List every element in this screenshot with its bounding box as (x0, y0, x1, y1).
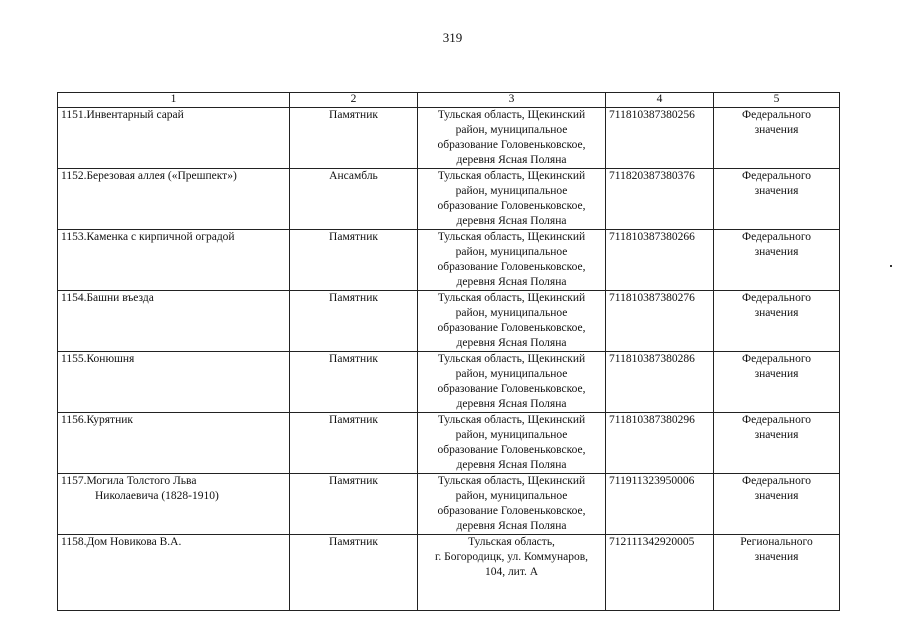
address-cell-line: район, муниципальное (455, 185, 568, 197)
address-cell-line: район, муниципальное (455, 368, 568, 380)
address-cell-line: деревня Ясная Поляна (456, 459, 567, 471)
table-row (58, 352, 840, 413)
column-header: 4 (606, 93, 714, 108)
object-name-cell-line: 1153.Каменка с кирпичной оградой (61, 231, 235, 243)
significance-cell-line: Федерального (741, 292, 812, 304)
significance-cell (714, 352, 840, 413)
scan-speck (890, 265, 892, 267)
object-type-cell: Памятник (290, 352, 418, 413)
object-type-cell: Ансамбль (290, 169, 418, 230)
address-cell-line: Тульская область, Щекинский (437, 231, 586, 243)
significance-cell-line: Федерального (741, 475, 812, 487)
address-cell-line: Тульская область, Щекинский (437, 109, 586, 121)
address-cell-line: деревня Ясная Поляна (456, 154, 567, 166)
address-cell-line: деревня Ясная Поляна (456, 276, 567, 288)
address-cell (418, 291, 606, 352)
significance-cell-line: Федерального (741, 353, 812, 365)
address-cell-line: район, муниципальное (455, 307, 568, 319)
address-cell (418, 413, 606, 474)
address-cell (418, 169, 606, 230)
object-type-cell: Памятник (290, 474, 418, 535)
address-cell-line: район, муниципальное (455, 124, 568, 136)
object-name-cell (58, 108, 290, 169)
significance-cell-line: значения (754, 368, 799, 380)
significance-cell (714, 535, 840, 611)
object-name-cell (58, 169, 290, 230)
object-name-cell-line: 1155.Конюшня (61, 353, 135, 365)
table-row (58, 291, 840, 352)
object-name-cell (58, 352, 290, 413)
registration-number-cell: 711810387380276 (606, 291, 714, 352)
address-cell-line: деревня Ясная Поляна (456, 520, 567, 532)
significance-cell-line: значения (754, 429, 799, 441)
object-type-cell: Памятник (290, 108, 418, 169)
address-cell-line: район, муниципальное (455, 429, 568, 441)
address-cell (418, 230, 606, 291)
object-name-cell-line: 1151.Инвентарный сарай (61, 109, 184, 121)
object-name-cell-line: 1154.Башни въезда (61, 292, 154, 304)
address-cell-line: Тульская область, Щекинский (437, 475, 586, 487)
address-cell (418, 535, 606, 611)
address-cell-line: Тульская область, Щекинский (437, 170, 586, 182)
address-cell-line: 104, лит. А (484, 566, 539, 578)
object-name-cell (58, 474, 290, 535)
address-cell-line: деревня Ясная Поляна (456, 337, 567, 349)
significance-cell (714, 169, 840, 230)
significance-cell-line: значения (754, 246, 799, 258)
object-name-cell (58, 535, 290, 611)
significance-cell (714, 474, 840, 535)
object-name-cell (58, 230, 290, 291)
object-name-cell-line: 1156.Курятник (61, 414, 133, 426)
significance-cell (714, 230, 840, 291)
table-row (58, 535, 840, 611)
column-header: 3 (418, 93, 606, 108)
column-header: 1 (58, 93, 290, 108)
address-cell-line: образование Головеньковское, (437, 505, 586, 517)
significance-cell-line: Регионального (740, 536, 813, 548)
object-name-cell (58, 413, 290, 474)
object-name-cell-line: 1158.Дом Новикова В.А. (61, 536, 182, 548)
address-cell-line: образование Головеньковское, (437, 200, 586, 212)
address-cell-line: деревня Ясная Поляна (456, 215, 567, 227)
registration-number-cell: 711810387380296 (606, 413, 714, 474)
object-name-cell-line: Николаевича (1828-1910) (95, 490, 219, 502)
significance-cell-line: значения (754, 307, 799, 319)
address-cell-line: Тульская область, Щекинский (437, 414, 586, 426)
address-cell-line: район, муниципальное (455, 490, 568, 502)
significance-cell-line: значения (754, 490, 799, 502)
table-row (58, 474, 840, 535)
registration-number-cell: 711810387380256 (606, 108, 714, 169)
significance-cell (714, 291, 840, 352)
significance-cell-line: Федерального (741, 414, 812, 426)
column-header: 5 (714, 93, 840, 108)
registration-number-cell: 711820387380376 (606, 169, 714, 230)
address-cell (418, 474, 606, 535)
address-cell-line: образование Головеньковское, (437, 139, 586, 151)
address-cell-line: образование Головеньковское, (437, 322, 586, 334)
registration-number-cell: 711911323950006 (606, 474, 714, 535)
significance-cell-line: значения (754, 185, 799, 197)
table-body (58, 108, 840, 611)
table-header-row (58, 93, 840, 108)
page-number: 319 (442, 30, 463, 45)
table-row (58, 413, 840, 474)
heritage-registry-table (57, 92, 840, 611)
significance-cell-line: Федерального (741, 109, 812, 121)
object-name-cell (58, 291, 290, 352)
significance-cell-line: Федерального (741, 231, 812, 243)
table-row (58, 169, 840, 230)
object-type-cell: Памятник (290, 291, 418, 352)
address-cell-line: Тульская область, (468, 536, 555, 548)
address-cell-line: образование Головеньковское, (437, 383, 586, 395)
object-type-cell: Памятник (290, 535, 418, 611)
address-cell-line: Тульская область, Щекинский (437, 353, 586, 365)
registration-number-cell: 712111342920005 (606, 535, 714, 611)
significance-cell (714, 413, 840, 474)
address-cell-line: образование Головеньковское, (437, 261, 586, 273)
address-cell-line: Тульская область, Щекинский (437, 292, 586, 304)
table-row (58, 108, 840, 169)
significance-cell-line: значения (754, 551, 799, 563)
significance-cell (714, 108, 840, 169)
object-name-cell-line: 1152.Березовая аллея («Прешпект») (61, 170, 237, 182)
address-cell-line: г. Богородицк, ул. Коммунаров, (434, 551, 589, 563)
object-name-cell-line: 1157.Могила Толстого Льва (61, 475, 197, 487)
significance-cell-line: значения (754, 124, 799, 136)
significance-cell-line: Федерального (741, 170, 812, 182)
column-header: 2 (290, 93, 418, 108)
address-cell (418, 108, 606, 169)
address-cell (418, 352, 606, 413)
address-cell-line: район, муниципальное (455, 246, 568, 258)
registration-number-cell: 711810387380266 (606, 230, 714, 291)
address-cell-line: деревня Ясная Поляна (456, 398, 567, 410)
object-type-cell: Памятник (290, 230, 418, 291)
table-row (58, 230, 840, 291)
address-cell-line: образование Головеньковское, (437, 444, 586, 456)
registration-number-cell: 711810387380286 (606, 352, 714, 413)
object-type-cell: Памятник (290, 413, 418, 474)
